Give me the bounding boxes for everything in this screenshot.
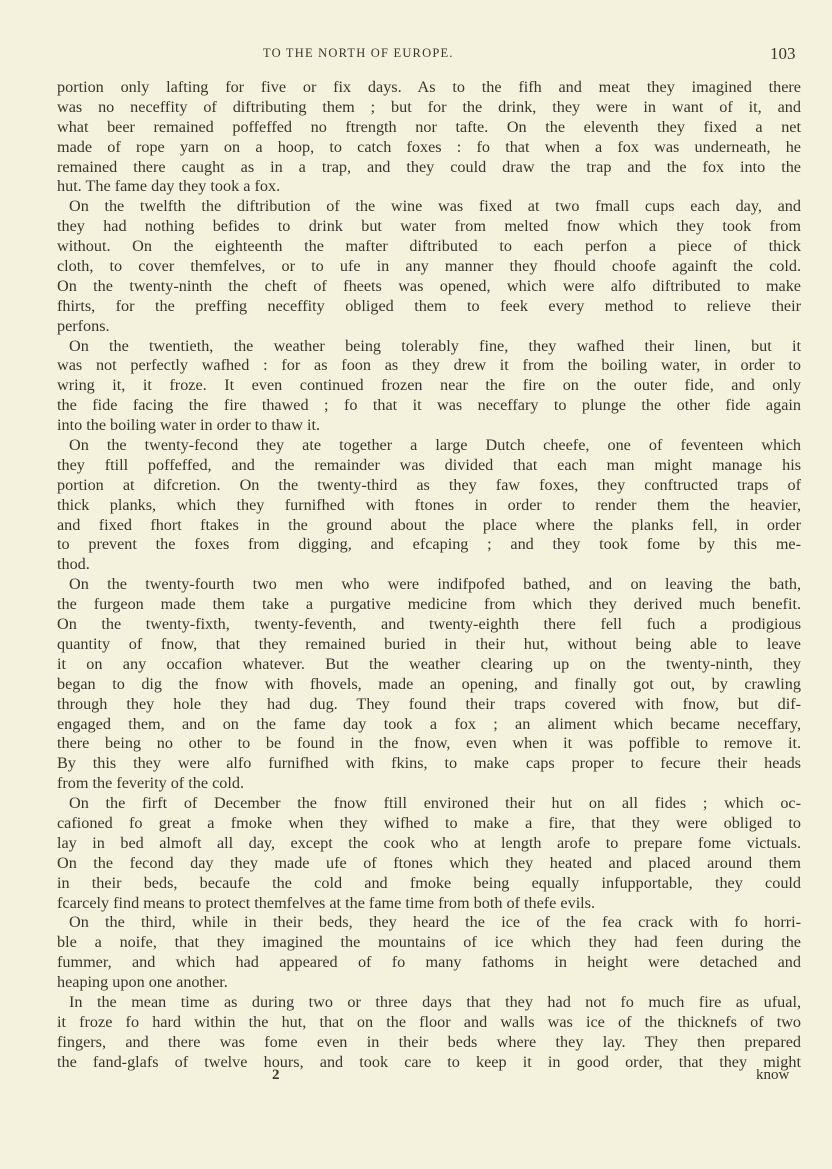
text-line: to prevent the foxes from digging, and efcaping ; and they took fome by this me- bbox=[57, 535, 801, 554]
text-line: hut. The fame day they took a fox. bbox=[57, 177, 281, 196]
text-line: it on any occafion whatever. But the weather clearing up on the twenty-ninth, they bbox=[57, 654, 801, 673]
text-line: lay in bed almoft all day, except the cook who at length arofe to prepare fome victuals. bbox=[57, 833, 801, 852]
text-line: quantity of fnow, that they remained buried in their hut, without being able to leave bbox=[57, 634, 801, 653]
running-header bbox=[0, 46, 832, 68]
text-line: On the twelfth the diftribution of the wine was fixed at two fmall cups each day, and bbox=[69, 197, 801, 216]
text-line: On the twenty-fecond they ate together a large Dutch cheefe, one of feventeen which bbox=[69, 436, 801, 455]
text-line: through they hole they had dug. They found their traps covered with fnow, but dif- bbox=[57, 694, 801, 713]
text-line: ble a noife, that they imagined the mountains of ice which they had feen during the bbox=[57, 933, 801, 952]
signature-mark: 2 bbox=[272, 1067, 280, 1083]
text-line: thick planks, which they furnifhed with ftones in order to render them the heavier, bbox=[57, 495, 801, 514]
text-line: wring it, it froze. It even continued frozen near the fire on the outer fide, and only bbox=[57, 376, 801, 395]
text-line: was not perfectly wafhed : for as foon as they drew it from the boiling water, in order to bbox=[57, 356, 801, 375]
paragraph bbox=[57, 575, 801, 794]
paragraph bbox=[57, 993, 801, 1073]
text-line: cafioned fo great a fmoke when they wifhed to make a fire, that they were obliged to bbox=[57, 813, 801, 832]
text-line: without. On the eighteenth the mafter diftributed to each perfon a piece of thick bbox=[57, 237, 801, 256]
text-line: portion only lafting for five or fix days. As to the fifh and meat they imagined there bbox=[57, 78, 801, 96]
text-line: fummer, and which had appeared of fo many fathoms in height were detached and bbox=[57, 953, 801, 972]
text-line: On the firft of December the fnow ftill environed their hut on all fides ; which oc- bbox=[69, 794, 801, 813]
running-title: TO THE NORTH OF EUROPE. bbox=[263, 46, 454, 60]
text-line: thod. bbox=[57, 555, 90, 574]
text-line: On the twentieth, the weather being tolerably fine, they wafhed their linen, but it bbox=[69, 336, 801, 355]
text-line: On the twenty-fourth two men who were indifpofed bathed, and on leaving the bath, bbox=[69, 575, 801, 594]
page-footer bbox=[0, 1067, 832, 1089]
text-line: On the third, while in their beds, they heard the ice of the fea crack with fo horri- bbox=[69, 913, 801, 932]
text-line: engaged them, and on the fame day took a fox ; an aliment which became neceffary, bbox=[57, 714, 801, 733]
text-line: fcarcely find means to protect themfelves at the fame time from both of thefe evils. bbox=[57, 893, 596, 912]
paragraph bbox=[57, 78, 801, 197]
text-line: fhirts, for the preffing neceffity obliged them to feek every method to relieve their bbox=[57, 296, 801, 315]
text-line: and fixed fhort ftakes in the ground about the place where the planks fell, in order bbox=[57, 515, 801, 534]
paragraph bbox=[57, 794, 801, 913]
text-line: perfons. bbox=[57, 316, 110, 335]
paragraph bbox=[57, 913, 801, 993]
catchword: know bbox=[756, 1067, 790, 1083]
text-line: In the mean time as during two or three days that they had not fo much fire as ufual, bbox=[69, 992, 801, 1011]
text-line: they ftill poffeffed, and the remainder was divided that each man might manage his bbox=[57, 455, 801, 474]
text-line: On the twenty-fixth, twenty-feventh, and twenty-eighth there fell fuch a prodigious bbox=[57, 615, 801, 634]
text-line: On the fecond day they made ufe of ftones which they heated and placed around them bbox=[57, 853, 801, 872]
text-line: there being no other to be found in the fnow, even when it was poffible to remove it. bbox=[57, 734, 801, 753]
text-line: in their beds, becaufe the cold and fmoke being equally infupportable, they could bbox=[57, 873, 801, 892]
text-line: By this they were alfo furnifhed with fkins, to make caps proper to fecure their heads bbox=[57, 754, 801, 773]
text-line: cloth, to cover themfelves, or to ufe in any manner they fhould choofe againft the cold. bbox=[57, 257, 801, 276]
text-line: what beer remained poffeffed no ftrength nor tafte. On the eleventh they fixed a net bbox=[57, 117, 801, 136]
body-text bbox=[57, 78, 801, 1073]
text-line: the fand-glafs of twelve hours, and took care to keep it in good order, that they might bbox=[57, 1052, 801, 1071]
text-line: heaping upon one another. bbox=[57, 973, 228, 992]
text-line: the furgeon made them take a purgative medicine from which they derived much benefit. bbox=[57, 595, 801, 614]
text-line: fingers, and there was fome even in their beds where they lay. They then prepared bbox=[57, 1032, 801, 1051]
paragraph bbox=[57, 337, 801, 436]
text-line: the fide facing the fire thawed ; fo that it was neceffary to plunge the other fide again bbox=[57, 396, 801, 415]
text-line: remained there caught as in a trap, and they could draw the trap and the fox into the bbox=[57, 157, 801, 176]
paragraph bbox=[57, 436, 801, 575]
paragraph bbox=[57, 197, 801, 336]
text-line: from the feverity of the cold. bbox=[57, 774, 244, 793]
text-line: made of rope yarn on a hoop, to catch foxes : fo that when a fox was underneath, he bbox=[57, 137, 801, 156]
text-line: began to dig the fnow with fhovels, made an opening, and finally got out, by crawling bbox=[57, 674, 801, 693]
text-line: On the twenty-ninth the cheft of fheets was opened, which were alfo diftributed to make bbox=[57, 276, 801, 295]
text-line: was no neceffity of diftributing them ; but for the drink, they were in want of it, and bbox=[57, 97, 801, 116]
text-line: into the boiling water in order to thaw it. bbox=[57, 416, 320, 435]
page-number: 103 bbox=[770, 44, 796, 63]
text-line: they had nothing befides to drink but water from melted fnow which they took from bbox=[57, 217, 801, 236]
text-line: portion at difcretion. On the twenty-third as they faw foxes, they conftructed traps of bbox=[57, 475, 801, 494]
text-line: it froze fo hard within the hut, that on the floor and walls was ice of the thicknefs of two bbox=[57, 1012, 801, 1031]
